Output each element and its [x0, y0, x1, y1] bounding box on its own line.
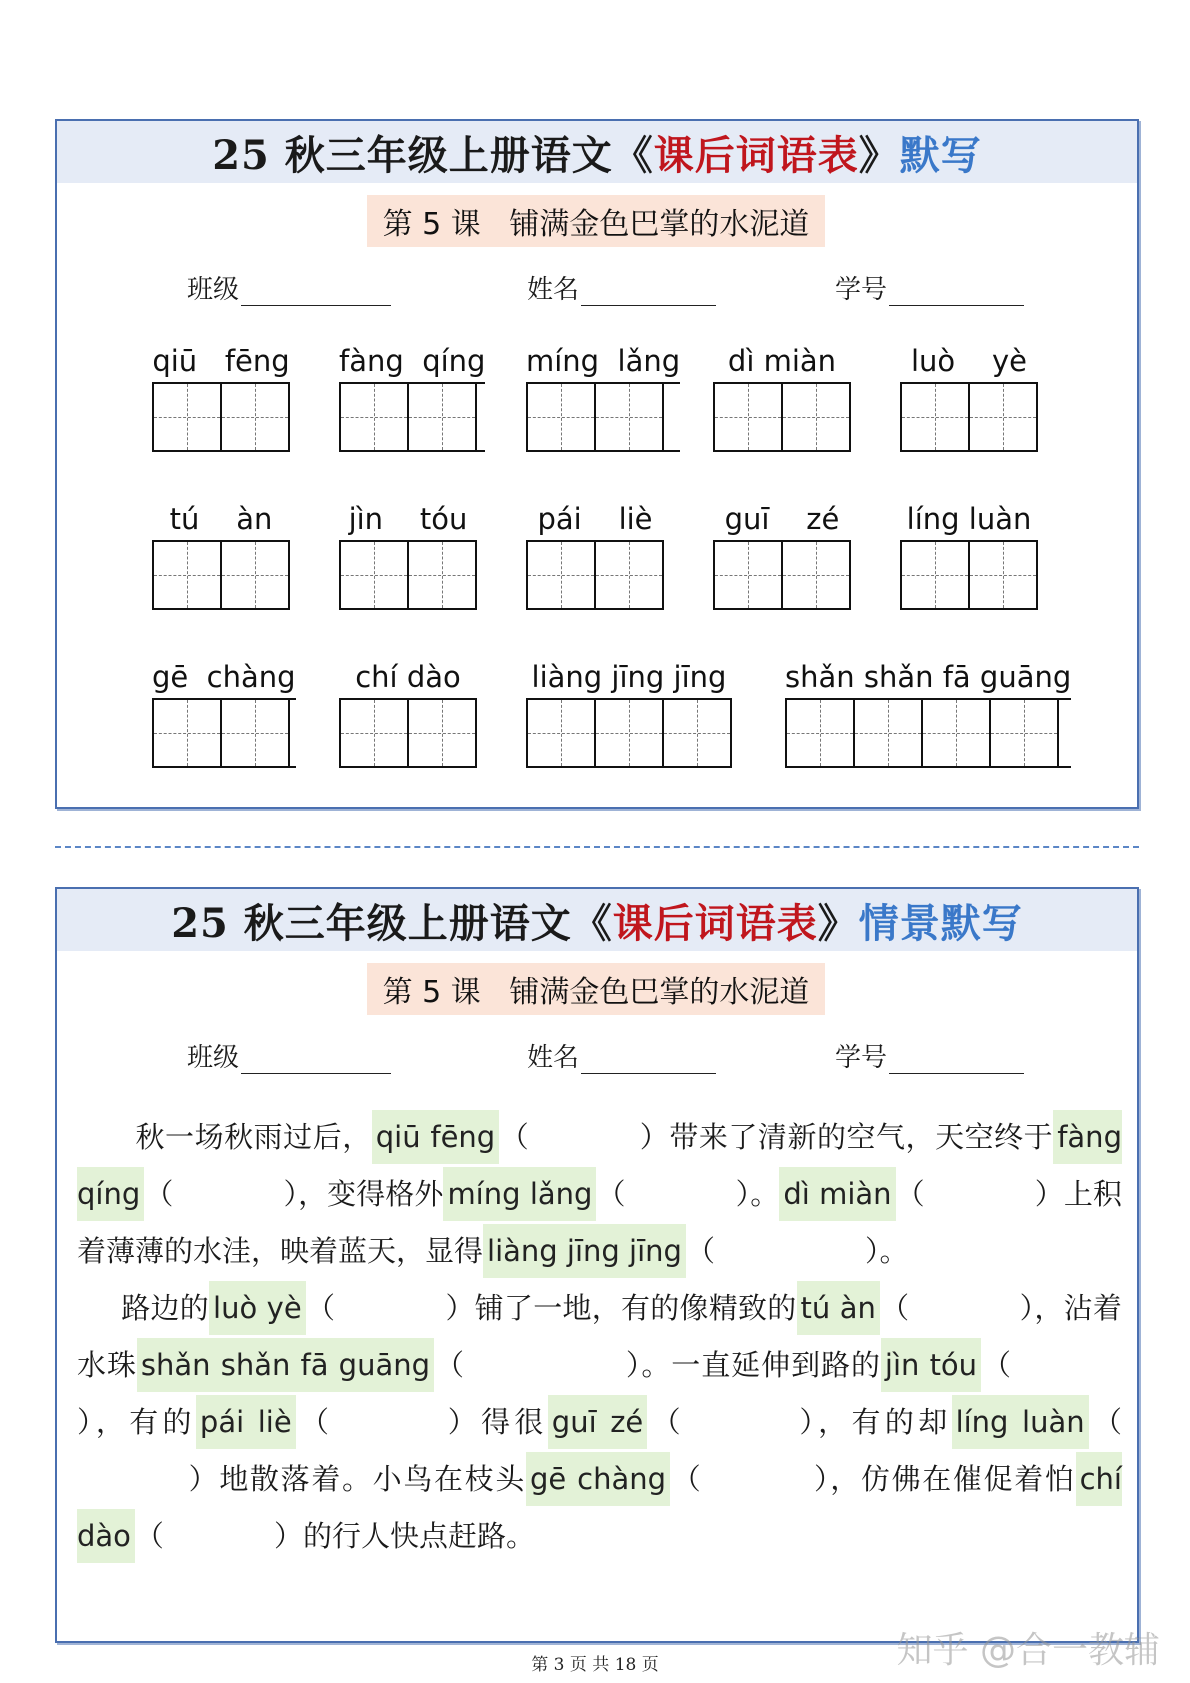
writing-grid[interactable] — [152, 540, 290, 610]
pinyin-highlight: pái liè — [196, 1395, 296, 1449]
title-highlight: 课后词语表 — [653, 131, 859, 179]
word-item — [526, 501, 664, 610]
writing-grid[interactable] — [526, 382, 680, 452]
word-item — [713, 343, 851, 452]
pinyin-highlight: jìn tóu — [881, 1338, 981, 1392]
title-mode: 情景默写 — [858, 899, 1023, 947]
writing-grid[interactable] — [785, 698, 1071, 768]
writing-grid[interactable] — [339, 698, 477, 768]
word-item — [785, 659, 1071, 768]
panel-title — [57, 889, 1137, 951]
word-pinyin: míng lǎng — [526, 344, 681, 378]
class-field[interactable] — [241, 1045, 391, 1074]
word-item — [526, 659, 732, 768]
id-field[interactable] — [889, 1045, 1024, 1074]
pinyin-highlight: fàng qíng — [77, 1110, 1122, 1221]
title-text: 25 秋三年级上册语文《 — [171, 899, 613, 947]
pinyin-highlight: chí dào — [77, 1452, 1122, 1563]
id-label: 学号 — [835, 1043, 888, 1073]
word-pinyin: luò yè — [910, 344, 1028, 378]
word-item — [339, 659, 477, 768]
writing-grid[interactable] — [152, 382, 290, 452]
word-item — [339, 501, 477, 610]
word-pinyin: chí dào — [355, 660, 461, 694]
word-pinyin: guī zé — [724, 502, 840, 536]
writing-grid[interactable] — [339, 540, 477, 610]
name-field[interactable] — [581, 1045, 716, 1074]
story-text: 秋一场秋雨过后， qiū fēng （ ）带来了清新的空气，天空终于 fàng qíng （ ），变得格外 míng lǎng （ ）。 dì miàn （ ）上积着薄薄的水洼，映着蓝天，显得 liàng jīng jīng （ ）。 路边的 luò yè （ ）铺了一地，有的像精致的 tú àn （ ），沾着水珠 shǎn shǎn fā guāng （ ）。一直延伸到路的 jìn tóu （），有的 pái liè （ ）得很 guī zé （ ），有的却 líng luàn （）地散落着。小鸟在枝头 gē chàng （ ），仿佛在催促着怕 chí dào （ ）的行人快点赶路。 — [77, 1109, 1122, 1565]
class-label: 班级 — [187, 1043, 240, 1073]
name-field[interactable] — [581, 277, 716, 306]
pinyin-highlight: tú àn — [797, 1281, 880, 1335]
pinyin-highlight: qiū fēng — [372, 1110, 499, 1164]
word-pinyin: liàng jīng jīng — [531, 660, 727, 694]
word-item — [152, 659, 296, 768]
writing-grid[interactable] — [900, 382, 1038, 452]
watermark: 知乎 @合一教辅 — [896, 1630, 1160, 1671]
pinyin-highlight: guī zé — [548, 1395, 647, 1449]
name-label: 姓名 — [527, 1043, 580, 1073]
writing-grid[interactable] — [713, 382, 851, 452]
writing-grid[interactable] — [152, 698, 296, 768]
pinyin-highlight: gē chàng — [526, 1452, 670, 1506]
word-item — [339, 343, 485, 452]
word-item — [713, 501, 851, 610]
title-bracket: 》 — [817, 899, 859, 947]
word-item — [152, 343, 290, 452]
pinyin-highlight: luò yè — [209, 1281, 306, 1335]
word-pinyin: qiū fēng — [152, 344, 290, 378]
word-item — [900, 501, 1038, 610]
id-label: 学号 — [835, 275, 888, 305]
word-pinyin: jìn tóu — [348, 502, 468, 536]
pinyin-highlight: shǎn shǎn fā guāng — [137, 1338, 434, 1392]
word-item — [152, 501, 290, 610]
writing-grid[interactable] — [526, 698, 732, 768]
pinyin-highlight: líng luàn — [952, 1395, 1089, 1449]
word-pinyin: shǎn shǎn fā guāng — [785, 660, 1072, 694]
word-pinyin: dì miàn — [727, 344, 837, 378]
student-info — [57, 269, 1137, 309]
writing-grid[interactable] — [339, 382, 485, 452]
word-pinyin: líng luàn — [906, 502, 1032, 536]
pinyin-highlight: liàng jīng jīng — [483, 1224, 686, 1278]
writing-grid[interactable] — [526, 540, 664, 610]
pinyin-highlight: dì miàn — [779, 1167, 895, 1221]
dictation-panel — [55, 119, 1139, 809]
pinyin-highlight: míng lǎng — [443, 1167, 596, 1221]
page-number: 第 3 页 共 18 页 — [531, 1655, 659, 1675]
panel-title — [57, 121, 1137, 183]
class-label: 班级 — [187, 275, 240, 305]
title-mode: 默写 — [899, 131, 982, 179]
title-text: 25 秋三年级上册语文《 — [212, 131, 654, 179]
id-field[interactable] — [889, 277, 1024, 306]
word-item — [900, 343, 1038, 452]
title-highlight: 课后词语表 — [612, 899, 818, 947]
lesson-title: 第 5 课 铺满金色巴掌的水泥道 — [367, 963, 825, 1015]
word-pinyin: tú àn — [169, 502, 273, 536]
name-label: 姓名 — [527, 275, 580, 305]
word-pinyin: pái liè — [537, 502, 653, 536]
writing-grid[interactable] — [900, 540, 1038, 610]
lesson-title: 第 5 课 铺满金色巴掌的水泥道 — [367, 195, 825, 247]
writing-grid[interactable] — [713, 540, 851, 610]
student-info — [57, 1037, 1137, 1077]
title-bracket: 》 — [858, 131, 900, 179]
class-field[interactable] — [241, 277, 391, 306]
word-pinyin: gē chàng — [152, 660, 296, 694]
word-pinyin: fàng qíng — [339, 344, 486, 378]
word-item — [526, 343, 680, 452]
context-dictation-panel — [55, 887, 1139, 1643]
cut-line — [55, 846, 1139, 848]
